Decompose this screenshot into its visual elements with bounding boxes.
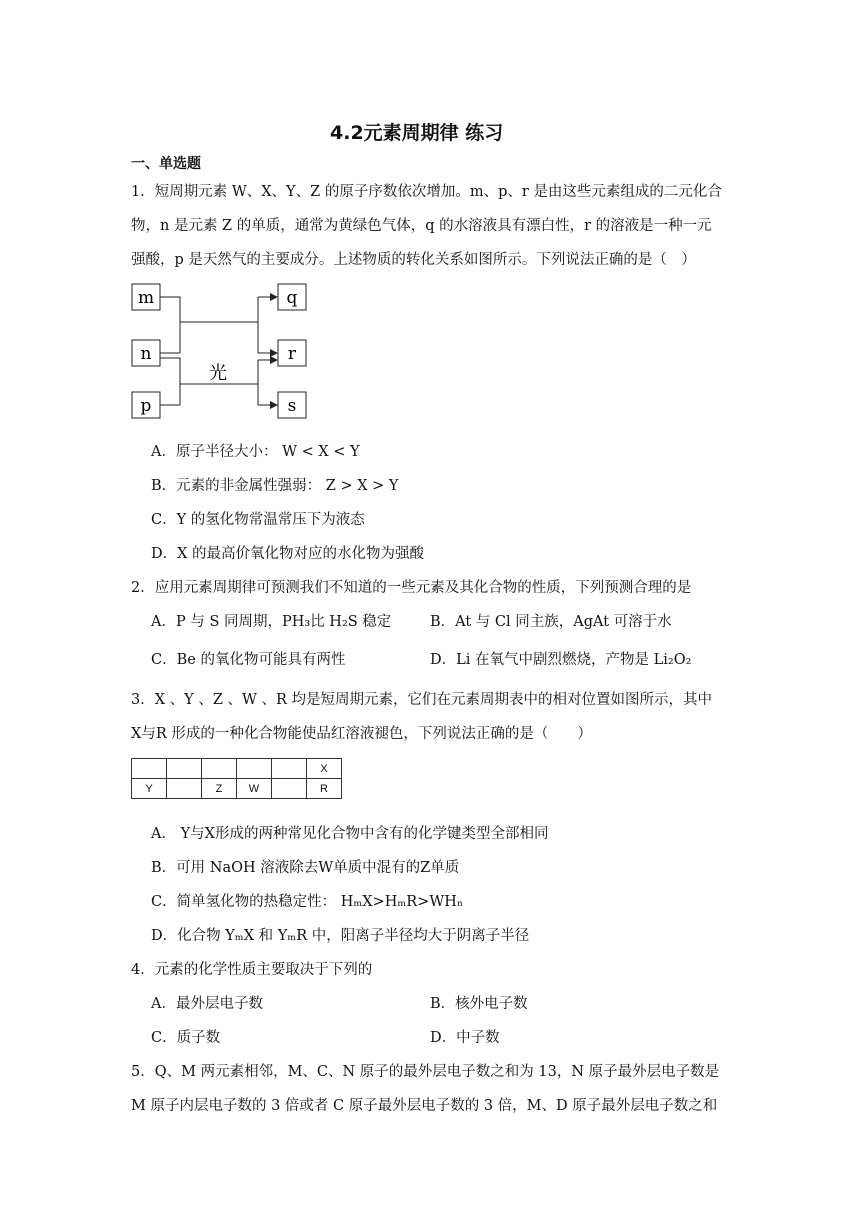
q2-option-c: C．Be 的氧化物可能具有两性 [151, 652, 346, 668]
q4-option-b: B．核外电子数 [430, 996, 528, 1012]
q2-option-d: D．Li 在氧气中剧烈燃烧，产物是 Li₂O₂ [430, 652, 692, 668]
section-heading: 一、单选题 [131, 156, 201, 172]
label-p: p [140, 396, 152, 416]
cell-r1-c4 [237, 759, 272, 779]
q3-option-a: A． Y与X形成的两种常见化合物中含有的化学键类型全部相同 [151, 826, 549, 842]
q1-option-d: D．X 的最高价氧化物对应的水化物为强酸 [151, 546, 425, 562]
cell-r2-c6: R [307, 779, 342, 799]
q3-stem-line2: X与R 形成的一种化合物能使品红溶液褪色，下列说法正确的是（ ） [131, 726, 592, 742]
q3-option-b: B．可用 NaOH 溶液除去W单质中混有的Z单质 [151, 860, 460, 876]
cell-r1-c6: X [307, 759, 342, 779]
q1-stem-line1: 1．短周期元素 W、X、Y、Z 的原子序数依次增加。m、p、r 是由这些元素组成的二元化合 [131, 184, 722, 200]
q3-option-c: C．简单氢化物的热稳定性： HₘX>HₘR>WHₙ [151, 894, 464, 910]
q3-stem-line1: 3．X 、Y 、Z 、W 、R 均是短周期元素，它们在元素周期表中的相对位置如图所示，其中 [131, 692, 713, 708]
label-r: r [287, 344, 297, 364]
label-m: m [137, 288, 155, 308]
q1-reaction-diagram [128, 278, 328, 428]
q1-option-c: C．Y 的氢化物常温常压下为液态 [151, 512, 365, 528]
cell-r2-c5 [272, 779, 307, 799]
q2-option-b: B．At 与 Cl 同主族，AgAt 可溶于水 [430, 614, 672, 630]
q1-option-b: B．元素的非金属性强弱： Z > X > Y [151, 478, 399, 494]
q5-stem-line2: M 原子内层电子数的 3 倍或者 C 原子最外层电子数的 3 倍，M、D 原子最外层电子数之和 [131, 1098, 718, 1114]
cell-r2-c2 [167, 779, 202, 799]
cell-r1-c3 [202, 759, 237, 779]
q4-stem: 4．元素的化学性质主要取决于下列的 [131, 962, 373, 978]
label-n: n [140, 344, 152, 364]
q2-stem: 2．应用元素周期律可预测我们不知道的一些元素及其化合物的性质，下列预测合理的是 [131, 580, 692, 596]
q5-stem-line1: 5．Q、M 两元素相邻，M、C、N 原子的最外层电子数之和为 13，N 原子最外层电子数是 [131, 1064, 720, 1080]
cell-r2-c1: Y [132, 779, 167, 799]
cell-r1-c5 [272, 759, 307, 779]
cell-r1-c1 [132, 759, 167, 779]
cell-r2-c3: Z [202, 779, 237, 799]
cell-r1-c2 [167, 759, 202, 779]
q4-option-d: D．中子数 [430, 1030, 500, 1046]
q1-stem-line3: 强酸，p 是天然气的主要成分。上述物质的转化关系如图所示。下列说法正确的是（ ） [131, 252, 696, 268]
page-title: 4.2元素周期律 练习 [330, 122, 504, 144]
q4-option-a: A．最外层电子数 [151, 996, 263, 1012]
label-q: q [286, 288, 298, 308]
q2-option-a: A．P 与 S 同周期，PH₃比 H₂S 稳定 [151, 614, 392, 630]
label-s: s [287, 396, 297, 416]
q1-stem-line2: 物，n 是元素 Z 的单质，通常为黄绿色气体，q 的水溶液具有漂白性，r 的溶液是一种一元 [131, 218, 712, 234]
label-light: 光 [209, 363, 227, 384]
q3-option-d: D．化合物 YₘX 和 YₘR 中，阳离子半径均大于阴离子半径 [151, 928, 530, 944]
q3-periodic-table [131, 758, 342, 799]
cell-r2-c4: W [237, 779, 272, 799]
q1-option-a: A．原子半径大小： W < X < Y [151, 444, 360, 460]
q4-option-c: C．质子数 [151, 1030, 221, 1046]
